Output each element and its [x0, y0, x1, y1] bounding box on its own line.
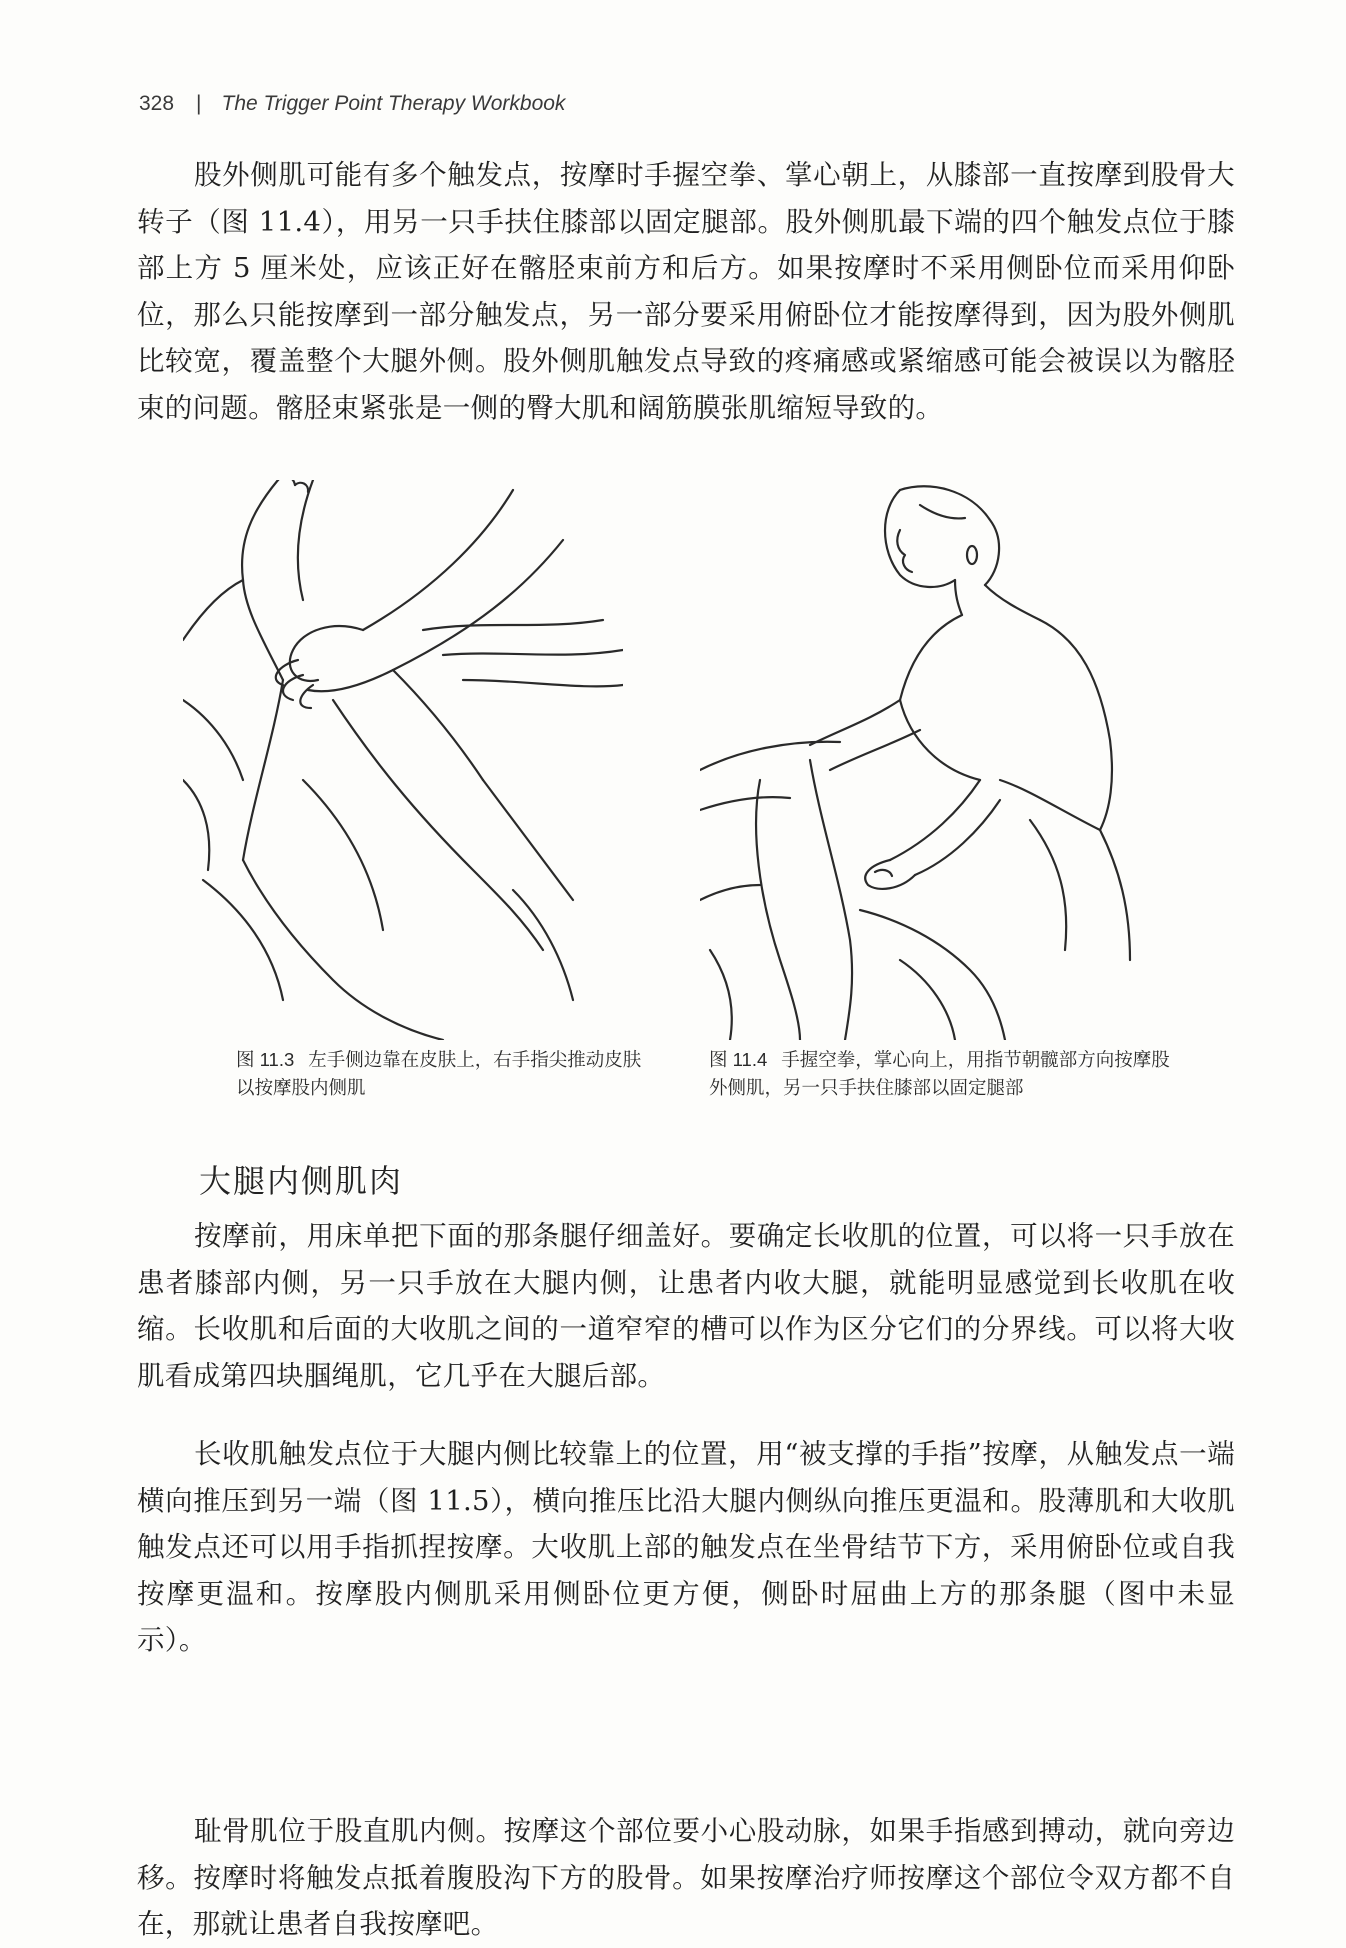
- figure-number: 图 11.4: [709, 1049, 768, 1070]
- figure-11-4-illustration: [700, 480, 1160, 1040]
- header-separator: |: [196, 92, 202, 115]
- paragraph-pectineus: 耻骨肌位于股直肌内侧。按摩这个部位要小心股动脉，如果手指感到搏动，就向旁边移。按摩时将触发点抵着腹股沟下方的股骨。如果按摩治疗师按摩这个部位令双方都不自在，那就让患者自我按摩吧。: [137, 1815, 1235, 1940]
- running-header: [139, 92, 565, 116]
- figure-caption-text: 左手侧边靠在皮肤上，右手指尖推动皮肤以按摩股内侧肌: [236, 1049, 642, 1098]
- massage-inner-thigh-drawing: [183, 480, 623, 1040]
- paragraph-adductor-trigger-points: 长收肌触发点位于大腿内侧比较靠上的位置，用“被支撑的手指”按摩，从触发点一端横向推压到另一端（图 11.5），横向推压比沿大腿内侧纵向推压更温和。股薄肌和大收肌触发点还可以用手指抓捏按摩。大收肌上部的触发点在坐骨结节下方，采用俯卧位或自我按摩更温和。按摩股内侧肌采用侧卧位更方便，侧卧时屈曲上方的那条腿（图中未显示）。: [137, 1438, 1235, 1656]
- book-title: The Trigger Point Therapy Workbook: [221, 92, 566, 115]
- figure-caption-11-4: [709, 1046, 1179, 1102]
- massage-outer-thigh-drawing: [700, 480, 1160, 1040]
- figure-caption-text: 手握空拳，掌心向上，用指节朝髋部方向按摩股外侧肌，另一只手扶住膝部以固定腿部: [709, 1049, 1170, 1098]
- figure-number: 图 11.3: [236, 1049, 295, 1070]
- section-heading: 大腿内侧肌肉: [199, 1162, 404, 1200]
- figure-11-3-illustration: [183, 480, 623, 1040]
- page-number: 328: [139, 92, 175, 115]
- paragraph-adductor-longus-locate: 按摩前，用床单把下面的那条腿仔细盖好。要确定长收肌的位置，可以将一只手放在患者膝部内侧，另一只手放在大腿内侧，让患者内收大腿，就能明显感觉到长收肌在收缩。长收肌和后面的大收肌之间的一道窄窄的槽可以作为区分它们的分界线。可以将大收肌看成第四块腘绳肌，它几乎在大腿后部。: [137, 1220, 1235, 1392]
- figure-caption-11-3: [236, 1046, 656, 1102]
- paragraph-vastus-lateralis: 股外侧肌可能有多个触发点，按摩时手握空拳、掌心朝上，从膝部一直按摩到股骨大转子（图 11.4），用另一只手扶住膝部以固定腿部。股外侧肌最下端的四个触发点位于膝部上方 5 厘米处，应该正好在髂胫束前方和后方。如果按摩时不采用侧卧位而采用仰卧位，那么只能按摩到一部分触发点，另一部分要采用俯卧位才能按摩得到，因为股外侧肌比较宽，覆盖整个大腿外侧。股外侧肌触发点导致的疼痛感或紧缩感可能会被误以为髂胫束的问题。髂胫束紧张是一侧的臀大肌和阔筋膜张肌缩短导致的。: [137, 159, 1235, 424]
